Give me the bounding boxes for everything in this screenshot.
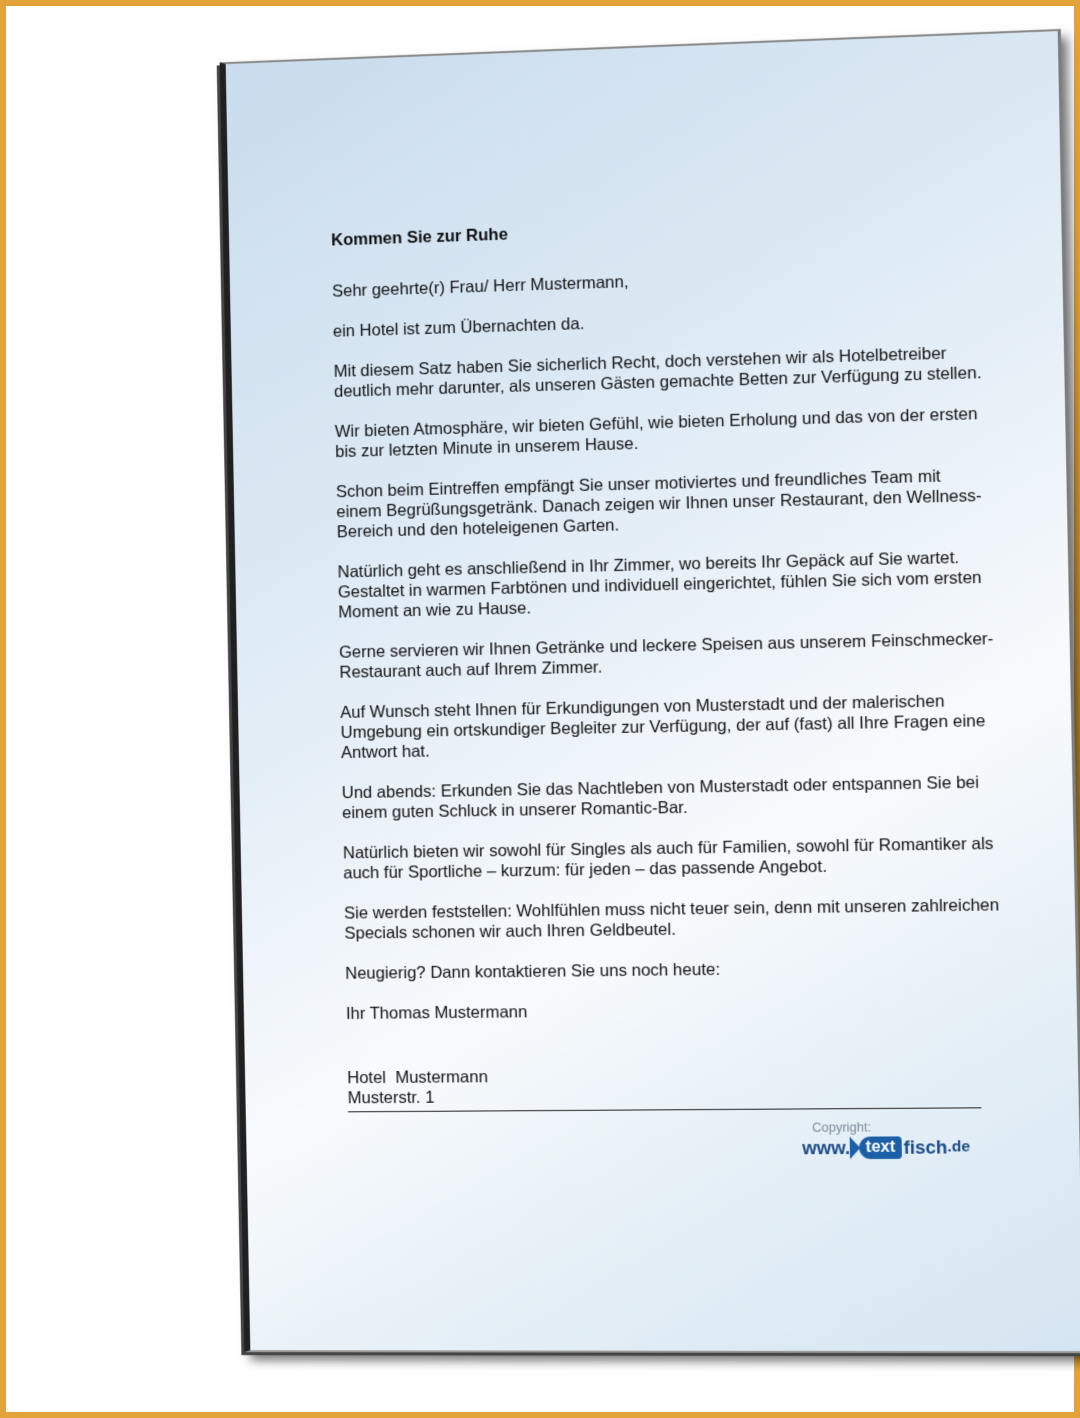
letter-title: Kommen Sie zur Ruhe: [330, 225, 509, 250]
signature: Ihr Thomas Mustermann: [345, 1003, 528, 1024]
paragraph: Wir bieten Atmosphäre, wir bieten Gefühl, wie bieten Erholung und das von der ersten bis zur letzten Minute in unserem Hause.: [334, 404, 978, 462]
document-preview: [220, 29, 1080, 1353]
paragraph: Neugierig? Dann kontaktieren Sie uns noch heute:: [345, 960, 721, 983]
letter-body: [331, 208, 1004, 1112]
footer-divider: [348, 1107, 981, 1112]
paragraph: Natürlich geht es anschließend in Ihr Zimmer, wo bereits Ihr Gepäck auf Sie wartet. Gestaltet in warmen Farbtönen und individuell eingerichtet, fühlen Sie sich vom ersten Moment an wie zu Hause.: [337, 548, 982, 622]
textfisch-logo: [802, 1134, 979, 1161]
paragraph: Gerne servieren wir Ihnen Getränke und leckere Speisen aus unserem Feinschmecker-Restaurant auch auf Ihrem Zimmer.: [338, 629, 994, 682]
paragraph: ein Hotel ist zum Übernachten da.: [332, 314, 585, 341]
letter-page: [220, 29, 1080, 1353]
paragraph: Mit diesem Satz haben Sie sicherlich Recht, doch verstehen wir als Hotelbetreiber deutlich mehr darunter, als unseren Gästen gemachte Betten zur Verfügung zu stellen.: [333, 344, 982, 401]
paragraph: Sie werden feststellen: Wohlfühlen muss nicht teuer sein, denn mit unseren zahlreichen Specials schonen wir auch Ihren Geldbeutel.: [343, 896, 1000, 943]
address-line-2: Musterstr. 1: [347, 1088, 435, 1108]
address-line-1: Hotel Mustermann: [347, 1068, 489, 1088]
paragraph: Und abends: Erkunden Sie das Nachtleben von Musterstadt oder entspannen Sie bei einem guten Schluck in unserer Romantic-Bar.: [341, 773, 980, 823]
paragraph: Auf Wunsch steht Ihnen für Erkundigungen von Musterstadt und der malerischen Umgebung ein ortskundiger Begleiter zur Verfügung, der auf (fast) all Ihre Fragen eine Antwort hat.: [340, 692, 986, 763]
logo-fisch: fisch: [903, 1137, 948, 1158]
logo-www: www.: [802, 1137, 851, 1159]
sender-address: [347, 1063, 1004, 1108]
paragraph: Natürlich bieten wir sowohl für Singles als auch für Familien, sowohl für Romantiker als auch für Sportliche – kurzum: für jeden – das passende Angebot.: [342, 834, 994, 883]
copyright-block: [802, 1120, 980, 1162]
salutation: Sehr geehrte(r) Frau/ Herr Mustermann,: [331, 272, 629, 301]
logo-tld: .de: [947, 1138, 971, 1156]
logo-text: text: [859, 1136, 901, 1159]
paragraph: Schon beim Eintreffen empfängt Sie unser motiviertes und freundliches Team mit einem Begrüßungsgetränk. Danach zeigen wir Ihnen unser Restaurant, den Wellness-Bereich und den hoteleigenen Garten.: [335, 467, 982, 542]
copyright-label: Copyright:: [812, 1120, 872, 1135]
